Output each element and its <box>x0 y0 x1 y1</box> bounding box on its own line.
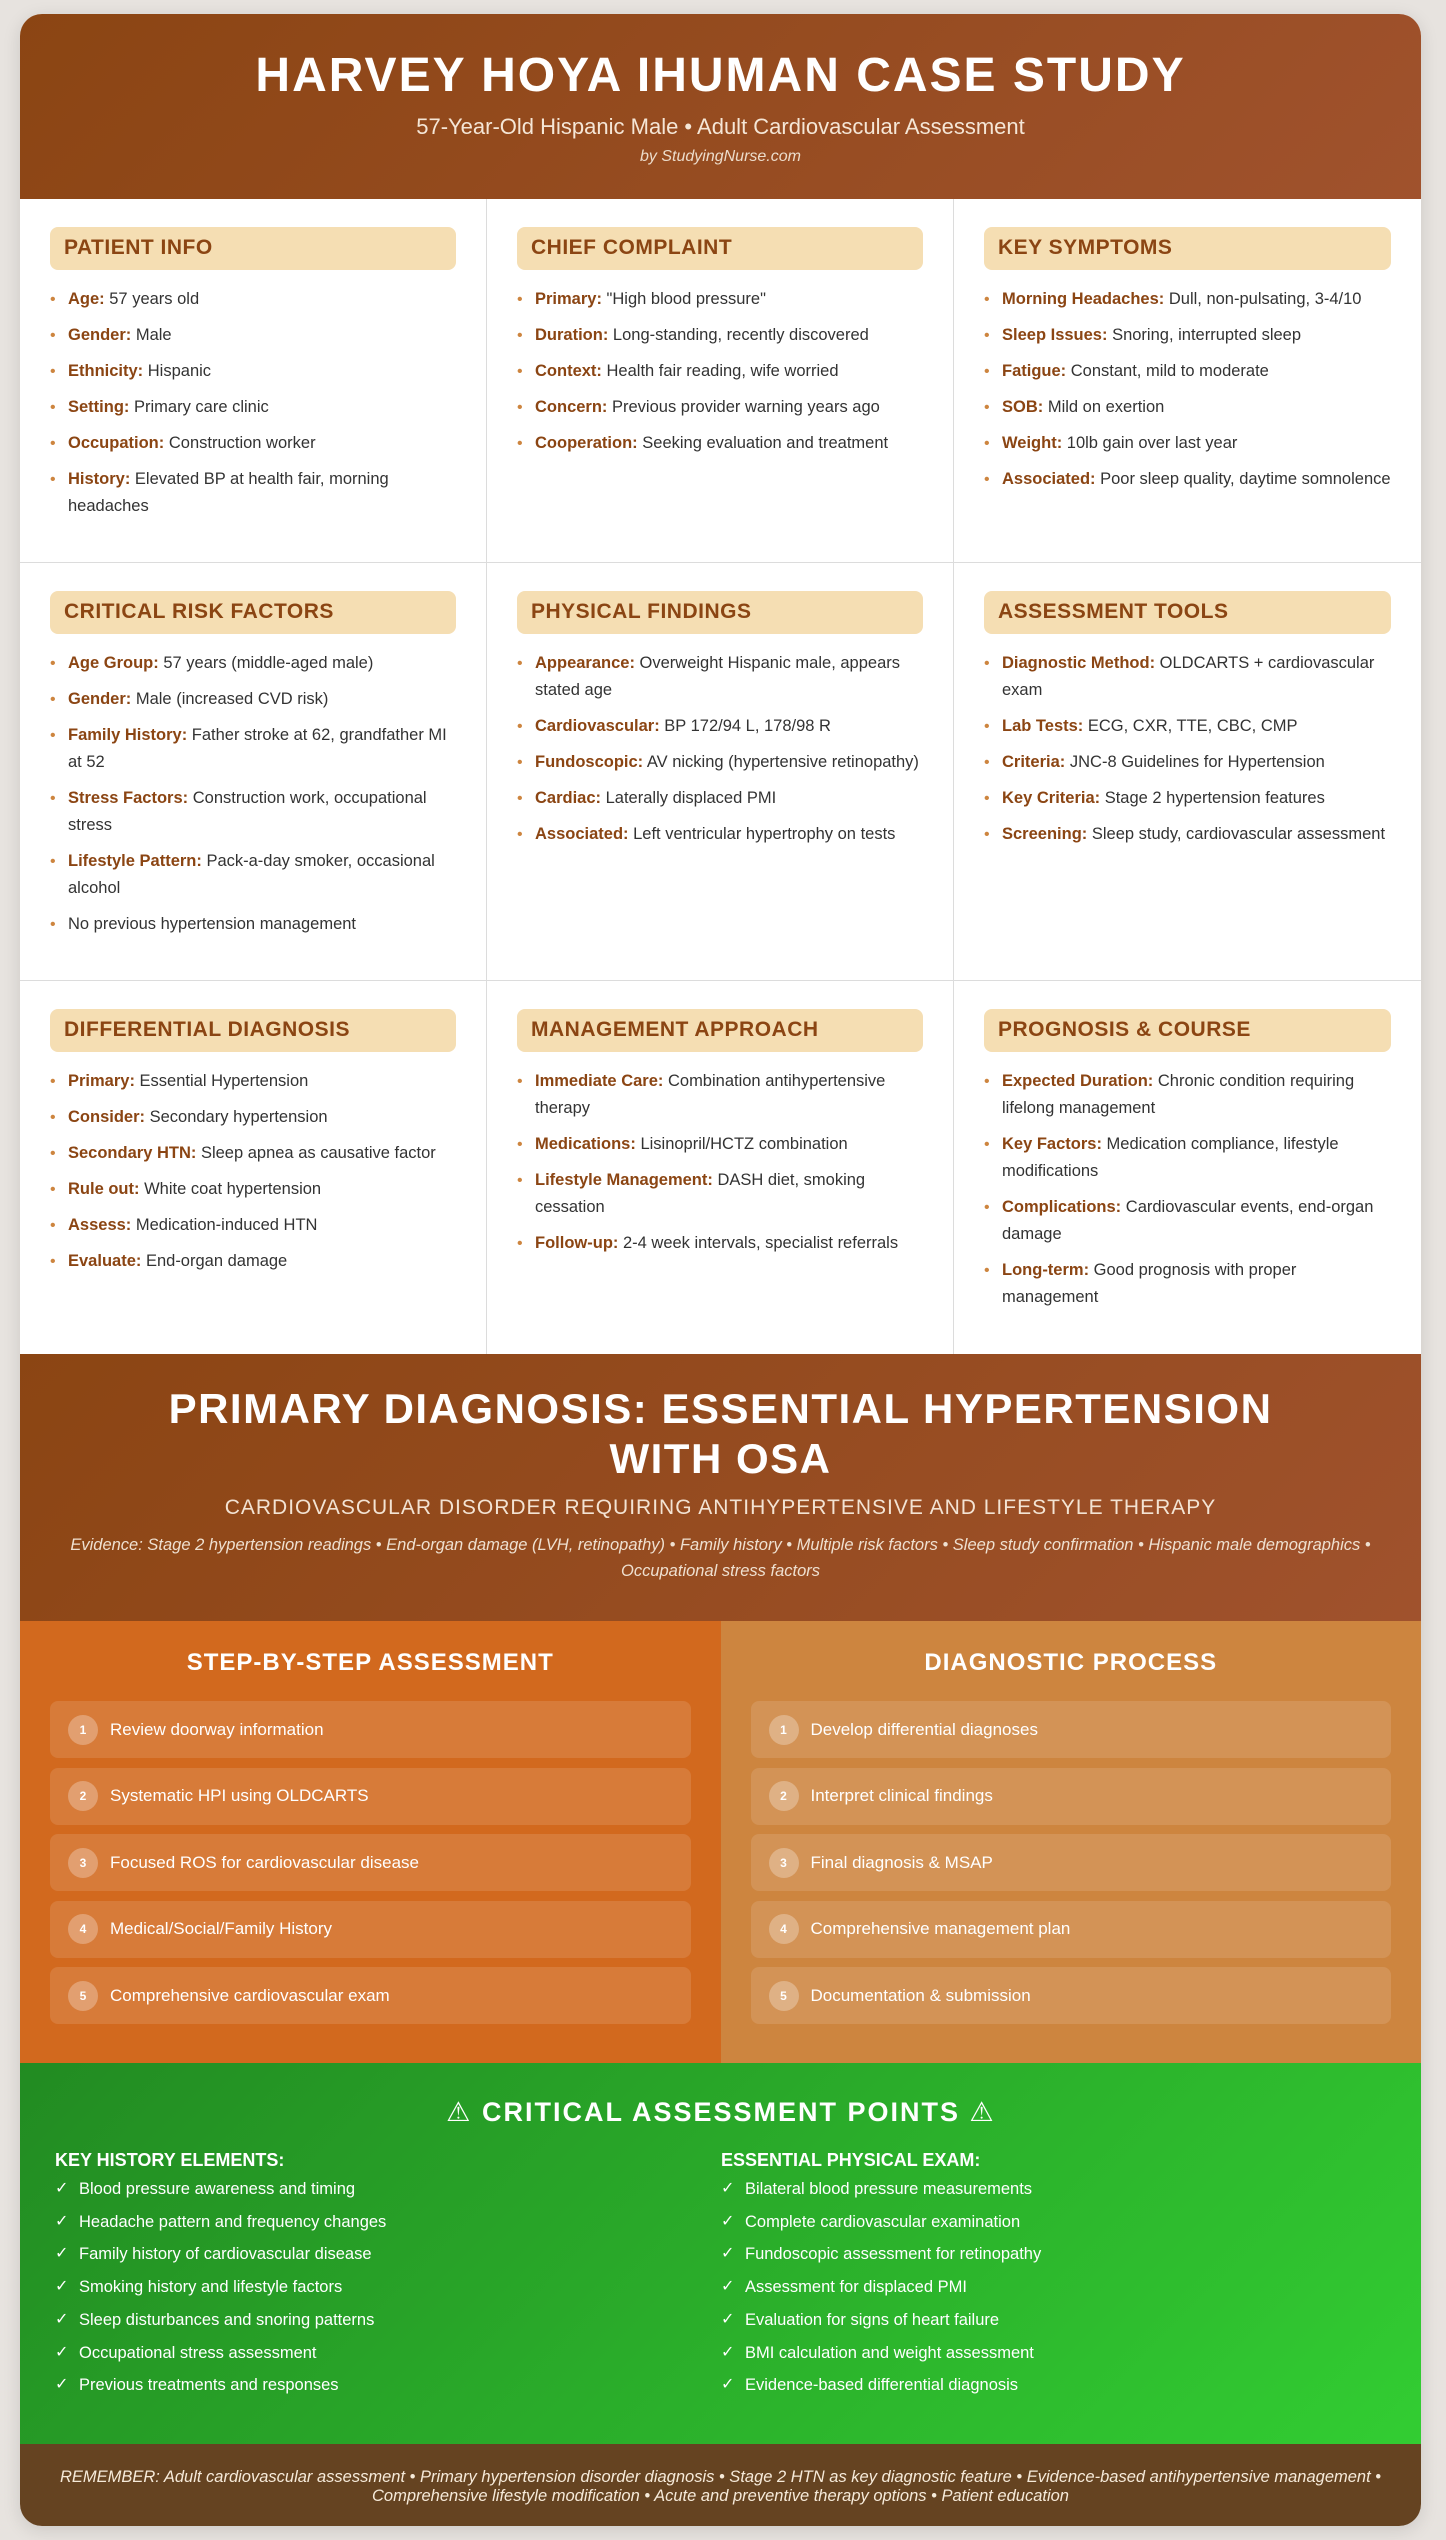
checklist-item <box>55 2304 721 2337</box>
item-text: Left ventricular hypertrophy on tests <box>628 825 896 843</box>
section-item <box>517 749 923 776</box>
item-label: Cardiovascular: <box>535 717 660 735</box>
checklist-text: Evidence-based differential diagnosis <box>745 2376 1019 2395</box>
diagnostic-process-panel <box>721 1621 1422 2063</box>
item-text: Previous provider warning years ago <box>607 398 880 416</box>
item-text: Elevated BP at health fair, morning headaches <box>68 470 389 515</box>
item-label: Appearance: <box>535 654 635 672</box>
info-section <box>20 199 487 562</box>
info-section <box>954 563 1421 980</box>
section-item <box>517 394 923 421</box>
section-item <box>50 1140 456 1167</box>
checklist-text: Previous treatments and responses <box>79 2376 339 2395</box>
section-item <box>50 785 456 839</box>
item-label: Morning Headaches: <box>1002 290 1165 308</box>
checklist-item <box>55 2369 721 2402</box>
section-item <box>984 821 1391 848</box>
item-text: Constant, mild to moderate <box>1066 362 1269 380</box>
section-title: ASSESSMENT TOOLS <box>984 591 1391 634</box>
check-icon: ✓ <box>55 2343 69 2361</box>
byline: by StudyingNurse.com <box>640 148 801 165</box>
item-label: Long-term: <box>1002 1261 1090 1279</box>
section-item <box>984 430 1391 457</box>
item-label: Follow-up: <box>535 1234 619 1252</box>
physical-exam-list <box>721 2173 1387 2402</box>
section-item <box>984 322 1391 349</box>
section-title: PHYSICAL FINDINGS <box>517 591 923 634</box>
item-text: Combination antihypertensive therapy <box>535 1072 886 1117</box>
primary-diagnosis <box>20 1354 1421 1621</box>
checklist-item <box>721 2304 1387 2337</box>
info-section <box>20 981 487 1354</box>
item-label: Rule out: <box>68 1180 140 1198</box>
checklist-item <box>721 2337 1387 2370</box>
item-label: Lab Tests: <box>1002 717 1084 735</box>
item-text: Secondary hypertension <box>145 1108 328 1126</box>
item-text: Laterally displaced PMI <box>601 789 777 807</box>
section-item <box>517 1230 923 1257</box>
section-item <box>517 1131 923 1158</box>
checklist-item <box>55 2337 721 2370</box>
item-label: Context: <box>535 362 602 380</box>
step-text: Focused ROS for cardiovascular disease <box>110 1852 419 1872</box>
info-grid <box>20 199 1421 1354</box>
section-item <box>984 358 1391 385</box>
item-text: Male (increased CVD risk) <box>131 690 329 708</box>
section-item <box>984 749 1391 776</box>
checklist-item <box>55 2238 721 2271</box>
check-icon: ✓ <box>721 2180 735 2197</box>
item-label: Gender: <box>68 326 132 344</box>
checklist-item <box>55 2271 721 2304</box>
check-icon: ✓ <box>721 2310 735 2328</box>
section-item <box>984 286 1391 313</box>
section-item <box>517 821 923 848</box>
item-text: Sleep apnea as causative factor <box>196 1144 436 1162</box>
item-text: 2-4 week intervals, specialist referrals <box>618 1234 899 1252</box>
section-item <box>984 650 1391 704</box>
page-title: HARVEY HOYA IHUMAN CASE STUDY <box>255 49 1186 102</box>
step-item <box>50 1967 691 2024</box>
item-text: "High blood pressure" <box>601 290 766 308</box>
checklist-text: BMI calculation and weight assessment <box>745 2343 1034 2362</box>
item-label: Ethnicity: <box>68 362 144 380</box>
step-number: 3 <box>68 1848 98 1878</box>
item-text: Medication-induced HTN <box>131 1216 318 1234</box>
history-elements-column <box>55 2150 721 2402</box>
item-label: Associated: <box>1002 470 1096 488</box>
step-text: Systematic HPI using OLDCARTS <box>110 1786 369 1805</box>
item-text: JNC-8 Guidelines for Hypertension <box>1065 753 1325 771</box>
item-label: Screening: <box>1002 825 1088 843</box>
item-label: Secondary HTN: <box>68 1144 197 1162</box>
step-item <box>751 1768 1392 1825</box>
item-label: Lifestyle Pattern: <box>68 852 202 870</box>
checklist-text: Occupational stress assessment <box>79 2343 317 2362</box>
info-row <box>20 199 1421 563</box>
section-item <box>517 713 923 740</box>
section-title: KEY SYMPTOMS <box>984 227 1391 270</box>
section-item <box>517 430 923 457</box>
section-item <box>50 430 456 457</box>
section-title: MANAGEMENT APPROACH <box>517 1009 923 1052</box>
section-item <box>517 286 923 313</box>
item-text: Construction worker <box>164 434 316 452</box>
item-label: Key Factors: <box>1002 1135 1102 1153</box>
item-label: Age Group: <box>68 654 159 672</box>
section-items <box>517 1068 923 1257</box>
item-label: Key Criteria: <box>1002 789 1101 807</box>
checklist-item <box>55 2173 721 2206</box>
item-text: Long-standing, recently discovered <box>608 326 869 344</box>
assessment-steps-list <box>50 1701 691 2024</box>
item-text: Medication compliance, lifestyle modifications <box>1002 1135 1339 1180</box>
item-text: Construction work, occupational stress <box>68 789 427 834</box>
item-text: Poor sleep quality, daytime somnolence <box>1095 470 1391 488</box>
section-item <box>50 1104 456 1131</box>
check-icon: ✓ <box>55 2278 69 2296</box>
section-item <box>517 785 923 812</box>
step-text: Develop differential diagnoses <box>810 1719 1038 1739</box>
section-item <box>984 394 1391 421</box>
item-label: Diagnostic Method: <box>1002 654 1156 672</box>
section-item <box>984 1068 1391 1122</box>
item-text: Hispanic <box>143 362 212 380</box>
item-label: Medications: <box>535 1135 636 1153</box>
info-section <box>487 563 954 980</box>
section-title: DIFFERENTIAL DIAGNOSIS <box>50 1009 456 1052</box>
section-item <box>517 1167 923 1221</box>
section-item <box>517 1068 923 1122</box>
checklist-text: Evaluation for signs of heart failure <box>745 2310 1000 2329</box>
item-text: No previous hypertension management <box>68 915 357 933</box>
section-item <box>50 322 456 349</box>
item-label: Occupation: <box>68 434 165 452</box>
item-text: Health fair reading, wife worried <box>601 362 839 380</box>
info-row <box>20 981 1421 1354</box>
step-number: 3 <box>769 1848 799 1878</box>
checklist-item <box>721 2238 1387 2271</box>
section-item <box>984 713 1391 740</box>
item-label: SOB: <box>1002 398 1044 416</box>
item-text: Cardiovascular events, end-organ damage <box>1002 1198 1374 1243</box>
section-item <box>50 1176 456 1203</box>
step-item <box>50 1768 691 1825</box>
item-text: Father stroke at 62, grandfather MI at 52 <box>68 726 447 771</box>
info-section <box>954 981 1421 1354</box>
step-item <box>50 1834 691 1891</box>
history-elements-title: KEY HISTORY ELEMENTS: <box>55 2150 285 2170</box>
section-items <box>50 650 456 938</box>
page-subtitle: 57-Year-Old Hispanic Male • Adult Cardiovascular Assessment <box>416 114 1025 139</box>
item-label: Consider: <box>68 1108 146 1126</box>
step-text: Documentation & submission <box>810 1985 1031 2005</box>
item-text: Seeking evaluation and treatment <box>637 434 889 452</box>
item-label: Age: <box>68 290 105 308</box>
step-text: Interpret clinical findings <box>810 1786 993 1805</box>
item-label: Sleep Issues: <box>1002 326 1108 344</box>
check-icon: ✓ <box>55 2245 69 2263</box>
section-item <box>517 358 923 385</box>
primary-diagnosis-title: PRIMARY DIAGNOSIS: ESSENTIAL HYPERTENSION WITH OSA <box>168 1385 1273 1482</box>
section-items <box>50 1068 456 1275</box>
info-row <box>20 563 1421 981</box>
step-text: Comprehensive management plan <box>810 1919 1071 1938</box>
info-section <box>954 199 1421 562</box>
item-label: Evaluate: <box>68 1252 142 1270</box>
section-item <box>50 686 456 713</box>
info-section <box>487 199 954 562</box>
item-text: Male <box>131 326 172 344</box>
check-icon: ✓ <box>721 2376 735 2394</box>
item-text: BP 172/94 L, 178/98 R <box>659 717 831 735</box>
section-item <box>984 1194 1391 1248</box>
check-icon: ✓ <box>721 2343 735 2361</box>
item-text: Primary care clinic <box>129 398 269 416</box>
item-label: Stress Factors: <box>68 789 189 807</box>
item-text: White coat hypertension <box>139 1180 322 1198</box>
critical-points-title: ⚠ CRITICAL ASSESSMENT POINTS ⚠ <box>446 2097 996 2127</box>
section-item <box>517 322 923 349</box>
section-item <box>984 1257 1391 1311</box>
item-text: AV nicking (hypertensive retinopathy) <box>643 753 919 771</box>
step-text: Final diagnosis & MSAP <box>810 1852 993 1872</box>
item-text: 57 years (middle-aged male) <box>158 654 374 672</box>
item-label: Assess: <box>68 1216 132 1234</box>
step-number: 2 <box>68 1781 98 1811</box>
checklist-text: Complete cardiovascular examination <box>745 2212 1021 2231</box>
item-label: Fundoscopic: <box>535 753 644 771</box>
item-text: End-organ damage <box>141 1252 288 1270</box>
item-label: Setting: <box>68 398 130 416</box>
critical-points <box>20 2063 1421 2444</box>
item-text: 57 years old <box>104 290 200 308</box>
diagnostic-process-list <box>751 1701 1392 2024</box>
info-section <box>487 981 954 1354</box>
step-item <box>751 1834 1392 1891</box>
process-section <box>20 1621 1421 2063</box>
check-icon: ✓ <box>721 2278 735 2296</box>
primary-diagnosis-evidence: Evidence: Stage 2 hypertension readings • End-organ damage (LVH, retinopathy) • Family history • Multiple risk factors • Sleep study confirmation • Hispanic male demographics • Occupational stress factors <box>70 1536 1371 1580</box>
item-label: Gender: <box>68 690 132 708</box>
assessment-steps-title: STEP-BY-STEP ASSESSMENT <box>186 1649 554 1676</box>
item-text: Overweight Hispanic male, appears stated age <box>535 654 900 699</box>
item-text: Chronic condition requiring lifelong management <box>1002 1072 1355 1117</box>
header <box>20 14 1421 199</box>
item-label: Immediate Care: <box>535 1072 664 1090</box>
section-item <box>50 1212 456 1239</box>
section-item <box>50 286 456 313</box>
item-label: Concern: <box>535 398 608 416</box>
step-number: 2 <box>769 1781 799 1811</box>
physical-exam-title: ESSENTIAL PHYSICAL EXAM: <box>721 2150 981 2170</box>
checklist-text: Family history of cardiovascular disease <box>79 2245 372 2264</box>
item-text: Essential Hypertension <box>134 1072 309 1090</box>
section-item <box>50 650 456 677</box>
item-label: Primary: <box>68 1072 135 1090</box>
section-title: PROGNOSIS & COURSE <box>984 1009 1391 1052</box>
item-text: 10lb gain over last year <box>1062 434 1238 452</box>
checklist-text: Fundoscopic assessment for retinopathy <box>745 2245 1042 2264</box>
info-section <box>20 563 487 980</box>
item-label: History: <box>68 470 131 488</box>
step-number: 1 <box>769 1715 799 1745</box>
section-item <box>50 722 456 776</box>
section-item <box>50 394 456 421</box>
assessment-steps-panel <box>20 1621 721 2063</box>
checklist-text: Bilateral blood pressure measurements <box>745 2180 1033 2198</box>
checklist-text: Smoking history and lifestyle factors <box>79 2278 343 2297</box>
item-label: Complications: <box>1002 1198 1122 1216</box>
section-items <box>517 286 923 457</box>
checklist-text: Headache pattern and frequency changes <box>79 2212 387 2231</box>
step-number: 4 <box>769 1914 799 1944</box>
checklist-item <box>721 2271 1387 2304</box>
item-label: Expected Duration: <box>1002 1072 1154 1090</box>
section-item <box>984 466 1391 493</box>
item-text: Pack-a-day smoker, occasional alcohol <box>68 852 435 897</box>
check-icon: ✓ <box>55 2212 69 2230</box>
item-text: ECG, CXR, TTE, CBC, CMP <box>1083 717 1298 735</box>
section-item <box>984 1131 1391 1185</box>
step-item <box>50 1901 691 1958</box>
physical-exam-column <box>721 2150 1387 2402</box>
primary-diagnosis-subtitle: CARDIOVASCULAR DISORDER REQUIRING ANTIHYPERTENSIVE AND LIFESTYLE THERAPY <box>224 1496 1217 1519</box>
item-text: Lisinopril/HCTZ combination <box>635 1135 848 1153</box>
section-item <box>50 1068 456 1095</box>
checklist-text: Sleep disturbances and snoring patterns <box>79 2310 375 2329</box>
step-number: 5 <box>68 1981 98 2011</box>
check-icon: ✓ <box>55 2310 69 2328</box>
step-text: Medical/Social/Family History <box>110 1919 332 1938</box>
item-text: Snoring, interrupted sleep <box>1107 326 1302 344</box>
section-items <box>984 1068 1391 1311</box>
step-item <box>751 1967 1392 2024</box>
step-item <box>50 1701 691 1758</box>
step-item <box>751 1901 1392 1958</box>
section-item <box>50 911 456 938</box>
item-text: Sleep study, cardiovascular assessment <box>1087 825 1386 843</box>
checklist-item <box>721 2206 1387 2239</box>
section-item <box>517 650 923 704</box>
section-title: CHIEF COMPLAINT <box>517 227 923 270</box>
item-label: Lifestyle Management: <box>535 1171 713 1189</box>
item-label: Family History: <box>68 726 188 744</box>
check-icon: ✓ <box>721 2212 735 2230</box>
check-icon: ✓ <box>721 2245 735 2263</box>
item-label: Criteria: <box>1002 753 1066 771</box>
item-label: Associated: <box>535 825 629 843</box>
step-number: 4 <box>68 1914 98 1944</box>
check-icon: ✓ <box>55 2180 69 2197</box>
item-label: Fatigue: <box>1002 362 1067 380</box>
checklist-text: Assessment for displaced PMI <box>745 2278 967 2297</box>
case-study-card <box>20 14 1421 2526</box>
item-text: OLDCARTS + cardiovascular exam <box>1002 654 1375 699</box>
section-item <box>50 848 456 902</box>
checklist-item <box>55 2206 721 2239</box>
item-label: Duration: <box>535 326 609 344</box>
step-text: Review doorway information <box>110 1719 324 1739</box>
step-number: 1 <box>68 1715 98 1745</box>
checklist-item <box>721 2173 1387 2206</box>
footer-reminder: REMEMBER: Adult cardiovascular assessment • Primary hypertension disorder diagnosis • Stage 2 HTN as key diagnostic feature • Evidence-based antihypertensive management • Comprehensive lifestyle modification • Acute and preventive therapy options • Patient education <box>20 2444 1421 2526</box>
section-items <box>50 286 456 520</box>
item-text: Stage 2 hypertension features <box>1100 789 1325 807</box>
item-label: Weight: <box>1002 434 1063 452</box>
section-item <box>50 358 456 385</box>
section-item <box>50 466 456 520</box>
section-item <box>50 1248 456 1275</box>
step-number: 5 <box>769 1981 799 2011</box>
item-label: Cardiac: <box>535 789 602 807</box>
section-items <box>984 286 1391 493</box>
section-item <box>984 785 1391 812</box>
check-icon: ✓ <box>55 2376 69 2394</box>
section-title: CRITICAL RISK FACTORS <box>50 591 456 634</box>
item-text: DASH diet, smoking cessation <box>535 1171 866 1216</box>
item-label: Cooperation: <box>535 434 638 452</box>
step-item <box>751 1701 1392 1758</box>
checklist-item <box>721 2369 1387 2402</box>
item-label: Primary: <box>535 290 602 308</box>
history-elements-list <box>55 2173 721 2402</box>
checklist-text: Blood pressure awareness and timing <box>79 2180 356 2198</box>
section-items <box>984 650 1391 848</box>
item-text: Dull, non-pulsating, 3-4/10 <box>1164 290 1362 308</box>
item-text: Mild on exertion <box>1043 398 1165 416</box>
item-text: Good prognosis with proper management <box>1002 1261 1297 1306</box>
section-title: PATIENT INFO <box>50 227 456 270</box>
section-items <box>517 650 923 848</box>
step-text: Comprehensive cardiovascular exam <box>110 1985 390 2005</box>
diagnostic-process-title: DIAGNOSTIC PROCESS <box>924 1649 1218 1676</box>
